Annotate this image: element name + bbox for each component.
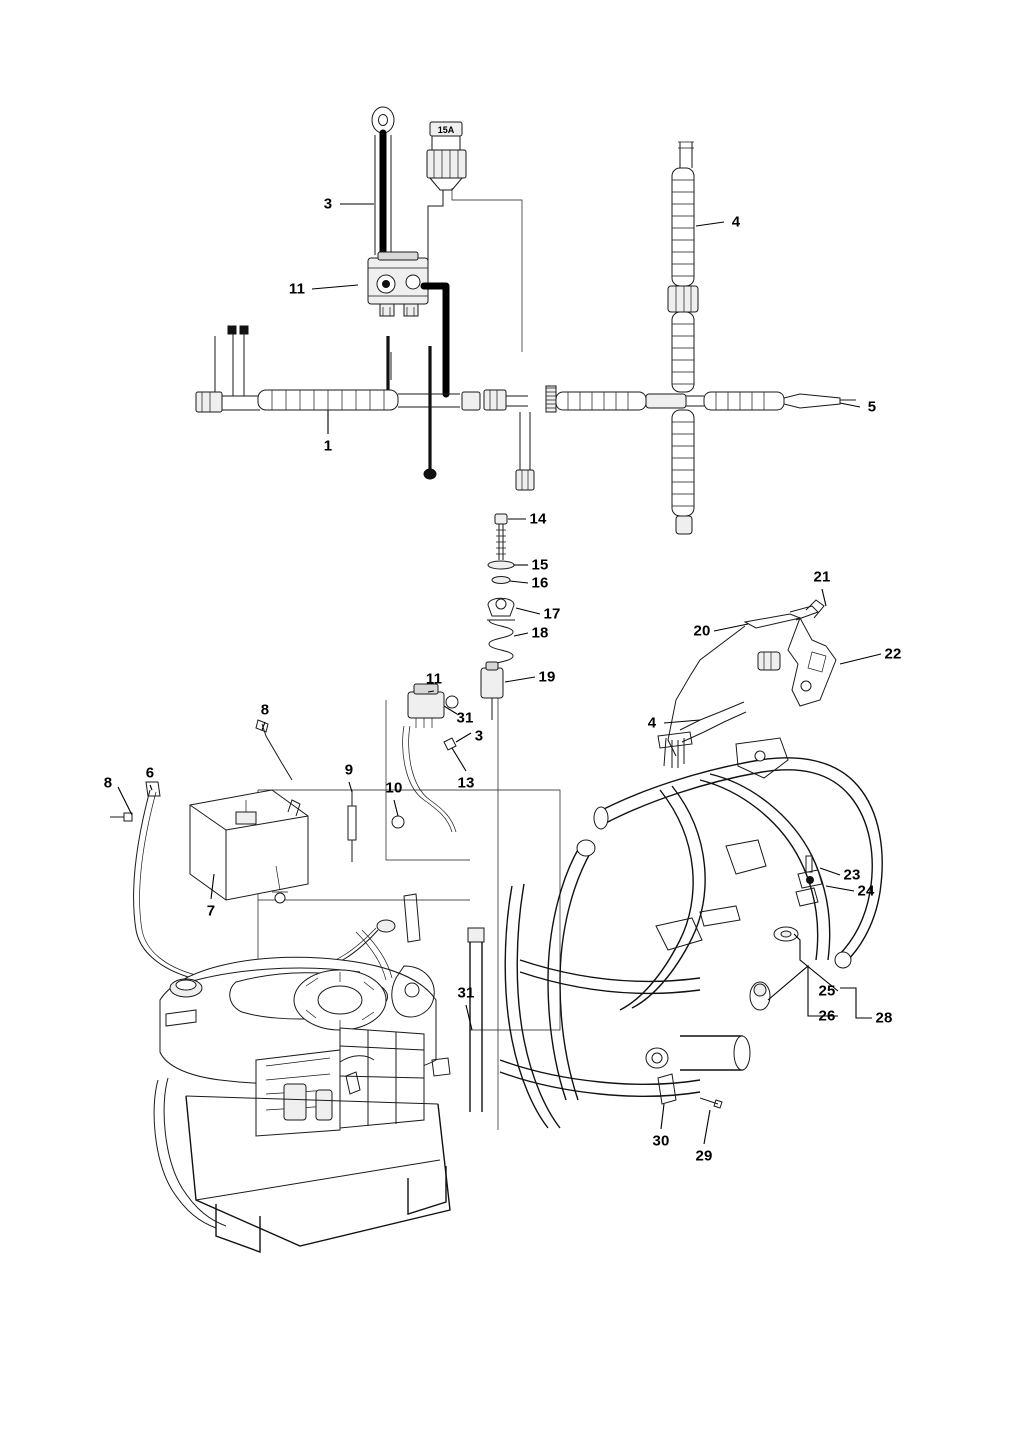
harness-vertical-4: [668, 142, 698, 534]
callout-31-top: 31: [456, 709, 474, 727]
callout-29: 29: [695, 1147, 713, 1165]
callout-6: 6: [145, 764, 155, 782]
callout-4-right: 4: [731, 213, 741, 231]
callout-21: 21: [813, 568, 831, 586]
callout-18: 18: [531, 624, 549, 642]
frame-assembly: [468, 738, 882, 1128]
callout-3-top: 3: [323, 195, 333, 213]
callout-20: 20: [693, 622, 711, 640]
callout-25: 25: [818, 982, 836, 1000]
spring-18: [487, 620, 515, 668]
callout-22: 22: [884, 645, 902, 663]
harness-top-group: [196, 107, 856, 534]
callout-7: 7: [206, 902, 216, 920]
callout-13: 13: [457, 774, 475, 792]
callout-31-low: 31: [457, 984, 475, 1002]
callout-30: 30: [652, 1132, 670, 1150]
ignition-stack-group: [481, 514, 515, 1130]
callout-5: 5: [867, 398, 877, 416]
callout-1: 1: [323, 437, 333, 455]
solenoid-11: [368, 252, 428, 316]
callout-17: 17: [543, 605, 561, 623]
callout-19: 19: [538, 668, 556, 686]
callout-28: 28: [875, 1009, 893, 1027]
relay-mid-group: [403, 684, 458, 832]
engine-deck-group: [154, 894, 450, 1252]
harness-corrugated-1: [258, 390, 398, 410]
callout-16: 16: [531, 574, 549, 592]
callout-11-top: 11: [288, 280, 306, 298]
callout-8-left: 8: [103, 774, 113, 792]
callout-3-mid: 3: [474, 727, 484, 745]
callout-9: 9: [344, 761, 354, 779]
callout-24: 24: [857, 882, 875, 900]
callout-26: 26: [818, 1007, 836, 1025]
callout-15: 15: [531, 556, 549, 574]
fuse-rating-label: 15A: [437, 125, 455, 135]
callout-23: 23: [843, 866, 861, 884]
callout-10: 10: [385, 779, 403, 797]
callout-4-mid: 4: [647, 714, 657, 732]
callout-11-mid: 11: [425, 670, 443, 688]
callout-8-top: 8: [260, 701, 270, 719]
harness-right-5: [556, 392, 856, 410]
callout-14: 14: [529, 510, 547, 528]
